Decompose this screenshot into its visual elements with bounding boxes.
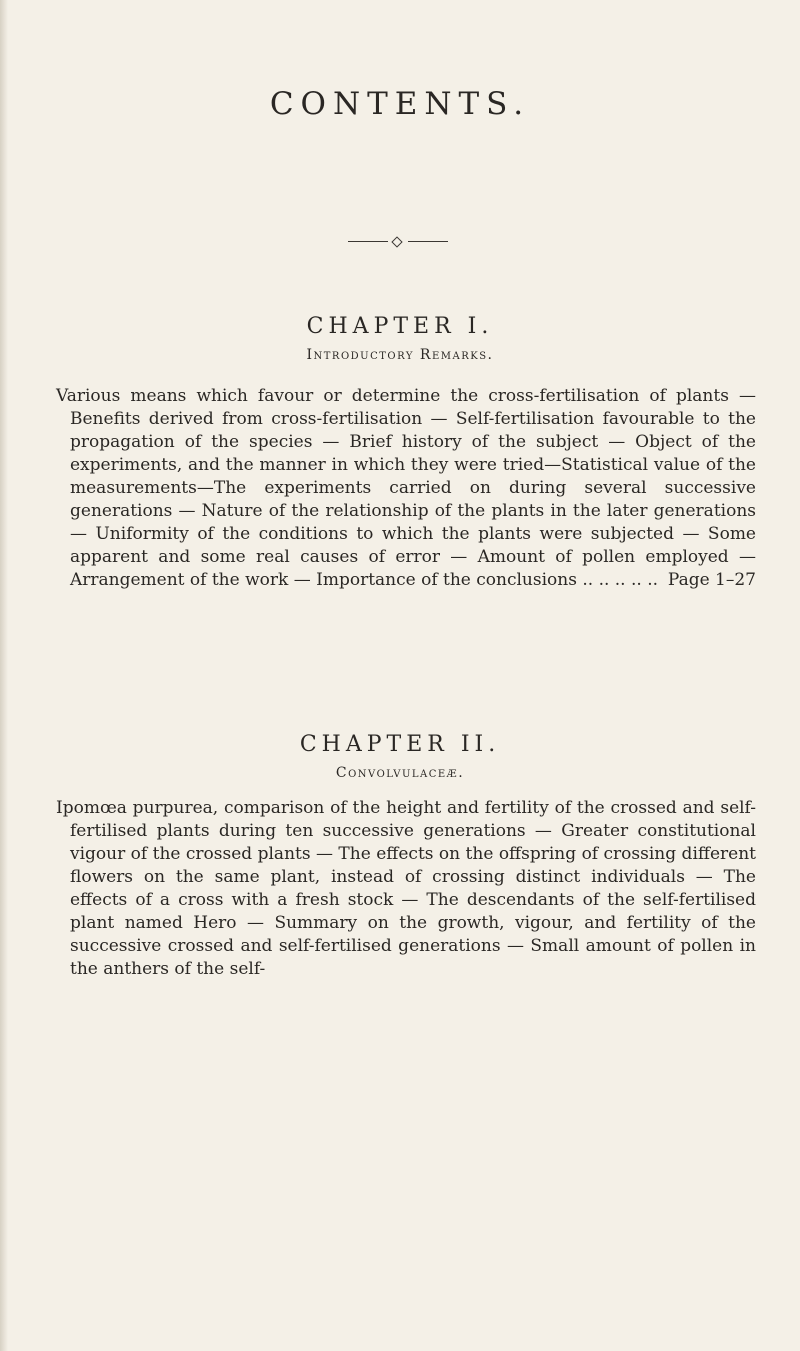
ornament-divider (348, 236, 448, 248)
chapter-2-subtitle: Convolvulaceæ. (335, 765, 465, 781)
chapter-1-heading: CHAPTER I. (306, 314, 494, 339)
chapter-2-heading: CHAPTER II. (299, 732, 501, 757)
chapter-1-subtitle: Introductory Remarks. (306, 347, 494, 363)
chapter-2-summary: Ipomœa purpurea, comparison of the height and fertility of the crossed and self-fertilised plants during ten successive generations — Greater constitutional vigour of the crossed plants — The effects on the offspring of crossing different flowers on the same plant, instead of crossing distinct individuals — The effects of a cross with a fresh stock — The descendants of the self-fertilised plant named Hero — Summary on the growth, vigour, and fertility of the successive crossed and self-fertilised generations — Small amount of pollen in the anthers of the self- (56, 798, 756, 979)
chapter-1-summary (56, 385, 756, 592)
page-gutter-shadow (0, 0, 8, 1351)
ornament-line-left (348, 241, 388, 242)
contents-title: CONTENTS. (269, 86, 531, 122)
chapter-1-page-ref: Page 1–27 (667, 570, 756, 590)
chapter-1-summary-text: Various means which favour or determine the cross-fertilisation of plants — Benefits derived from cross-fertilisation — Self-fertilisation favourable to the propagation of the species — Brief history of the subject — Object of the experiments, and the manner in which they were tried—Statistical value of the measurements—The experiments carried on during several successive generations — Nature of the relationship of the plants in the later generations — Uniformity of the conditions to which the plants were subjected — Some apparent and some real causes of error — Amount of pollen employed — Arrangement of the work — Importance of the conclusions .. .. .. .. .. (56, 386, 756, 590)
ornament-diamond-icon (391, 236, 402, 247)
ornament-line-right (408, 241, 448, 242)
